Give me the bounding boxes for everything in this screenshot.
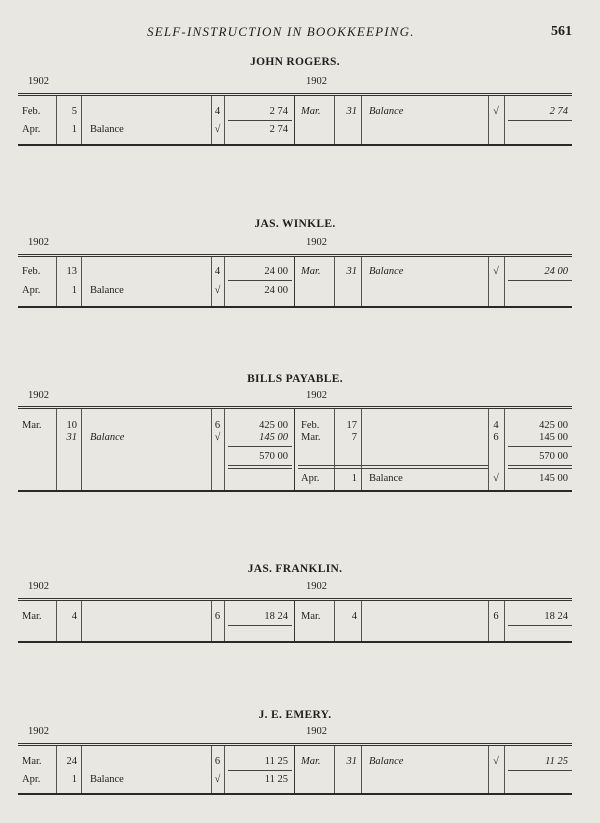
credit-month: Feb. [301, 420, 320, 431]
credit-amount: 2 74 [549, 106, 568, 117]
debit-day: 31 [66, 432, 77, 443]
debit-month: Mar. [22, 611, 42, 622]
ledger-account-john-rogers [18, 56, 572, 151]
debit-day: 1 [71, 124, 77, 135]
credit-folio: 6 [493, 611, 499, 622]
debit-amount: 2 74 [269, 124, 288, 135]
bottom-rule [18, 641, 572, 643]
debit-month: Apr. [22, 285, 41, 296]
credit-amount: 425 00 [539, 420, 568, 431]
credit-day: 31 [346, 756, 357, 767]
debit-amount: 18 24 [264, 611, 288, 622]
debit-folio: 6 [214, 611, 221, 622]
debit-amount: 11 25 [264, 774, 288, 785]
credit-year: 1902 [306, 390, 327, 401]
debit-amount: 24 00 [264, 285, 288, 296]
credit-month: Mar. [301, 611, 321, 622]
debit-amount: 2 74 [269, 106, 288, 117]
credit-item: Balance [369, 266, 404, 277]
account-name: J. E. EMERY. [258, 709, 332, 721]
credit-month: Apr. [301, 473, 320, 484]
credit-month: Mar. [301, 106, 321, 117]
debit-day: 1 [71, 774, 77, 785]
account-name: JAS. WINKLE. [254, 218, 336, 230]
debit-item: Balance [90, 124, 124, 135]
credit-folio: 4 [493, 420, 499, 431]
debit-amount: 24 00 [264, 266, 288, 277]
debit-month: Mar. [22, 420, 42, 431]
debit-folio: √ [214, 432, 221, 443]
bottom-rule [18, 144, 572, 146]
credit-day: 17 [346, 420, 357, 431]
credit-amount: 145 00 [539, 432, 568, 443]
debit-day: 10 [66, 420, 77, 431]
debit-day: 4 [71, 611, 77, 622]
credit-folio: √ [493, 473, 499, 484]
bottom-rule [18, 490, 572, 492]
credit-total: 570 00 [539, 451, 568, 462]
credit-amount: 11 25 [545, 756, 568, 767]
credit-item: Balance [369, 756, 404, 767]
debit-year: 1902 [28, 581, 49, 592]
debit-item: Balance [90, 432, 125, 443]
credit-month: Mar. [301, 432, 321, 443]
debit-month: Mar. [22, 756, 42, 767]
debit-day: 24 [66, 756, 77, 767]
debit-folio: √ [214, 285, 221, 296]
debit-year: 1902 [28, 390, 49, 401]
debit-item: Balance [90, 285, 124, 296]
debit-month: Apr. [22, 774, 41, 785]
credit-day: 1 [351, 473, 357, 484]
credit-year: 1902 [306, 237, 327, 248]
debit-year: 1902 [28, 76, 49, 87]
credit-item: Balance [369, 106, 404, 117]
credit-day: 4 [351, 611, 357, 622]
debit-folio: 4 [214, 106, 221, 117]
account-name: BILLS PAYABLE. [247, 373, 343, 385]
debit-folio: 4 [214, 266, 221, 277]
debit-folio: √ [214, 124, 221, 135]
credit-item: Balance [369, 473, 403, 484]
ledger-account-jas-winkle [18, 218, 572, 313]
page-number: 561 [551, 24, 572, 39]
credit-day: 7 [351, 432, 357, 443]
debit-year: 1902 [28, 726, 49, 737]
debit-month: Apr. [22, 124, 41, 135]
credit-day: 31 [346, 266, 357, 277]
debit-amount: 425 00 [259, 420, 288, 431]
ledger-account-bills-payable [18, 373, 572, 498]
credit-month: Mar. [301, 756, 321, 767]
debit-day: 5 [71, 106, 77, 117]
credit-year: 1902 [306, 581, 327, 592]
debit-total: 570 00 [259, 451, 288, 462]
debit-day: 13 [66, 266, 77, 277]
ledger-account-j-e-emery [18, 709, 572, 804]
account-name: JAS. FRANKLIN. [247, 563, 343, 575]
credit-amount: 24 00 [544, 266, 568, 277]
credit-amount: 18 24 [544, 611, 568, 622]
bottom-rule [18, 793, 572, 795]
credit-folio: √ [493, 756, 499, 767]
debit-month: Feb. [22, 106, 41, 117]
debit-folio: 6 [214, 756, 221, 767]
debit-amount: 11 25 [264, 756, 288, 767]
debit-item: Balance [90, 774, 124, 785]
credit-year: 1902 [306, 726, 327, 737]
ledger-account-jas-franklin [18, 563, 572, 648]
running-head [0, 24, 600, 44]
debit-folio: 6 [214, 420, 221, 431]
debit-folio: √ [214, 774, 221, 785]
bottom-rule [18, 306, 572, 308]
debit-month: Feb. [22, 266, 41, 277]
credit-day: 31 [346, 106, 357, 117]
credit-month: Mar. [301, 266, 321, 277]
credit-amount: 145 00 [539, 473, 568, 484]
credit-folio: √ [493, 266, 499, 277]
debit-day: 1 [71, 285, 77, 296]
debit-amount: 145 00 [259, 432, 288, 443]
running-title: SELF-INSTRUCTION IN BOOKKEEPING. [147, 24, 415, 39]
account-name: JOHN ROGERS. [250, 56, 340, 68]
credit-year: 1902 [306, 76, 327, 87]
credit-folio: √ [493, 106, 499, 117]
credit-folio: 6 [493, 432, 499, 443]
debit-year: 1902 [28, 237, 49, 248]
